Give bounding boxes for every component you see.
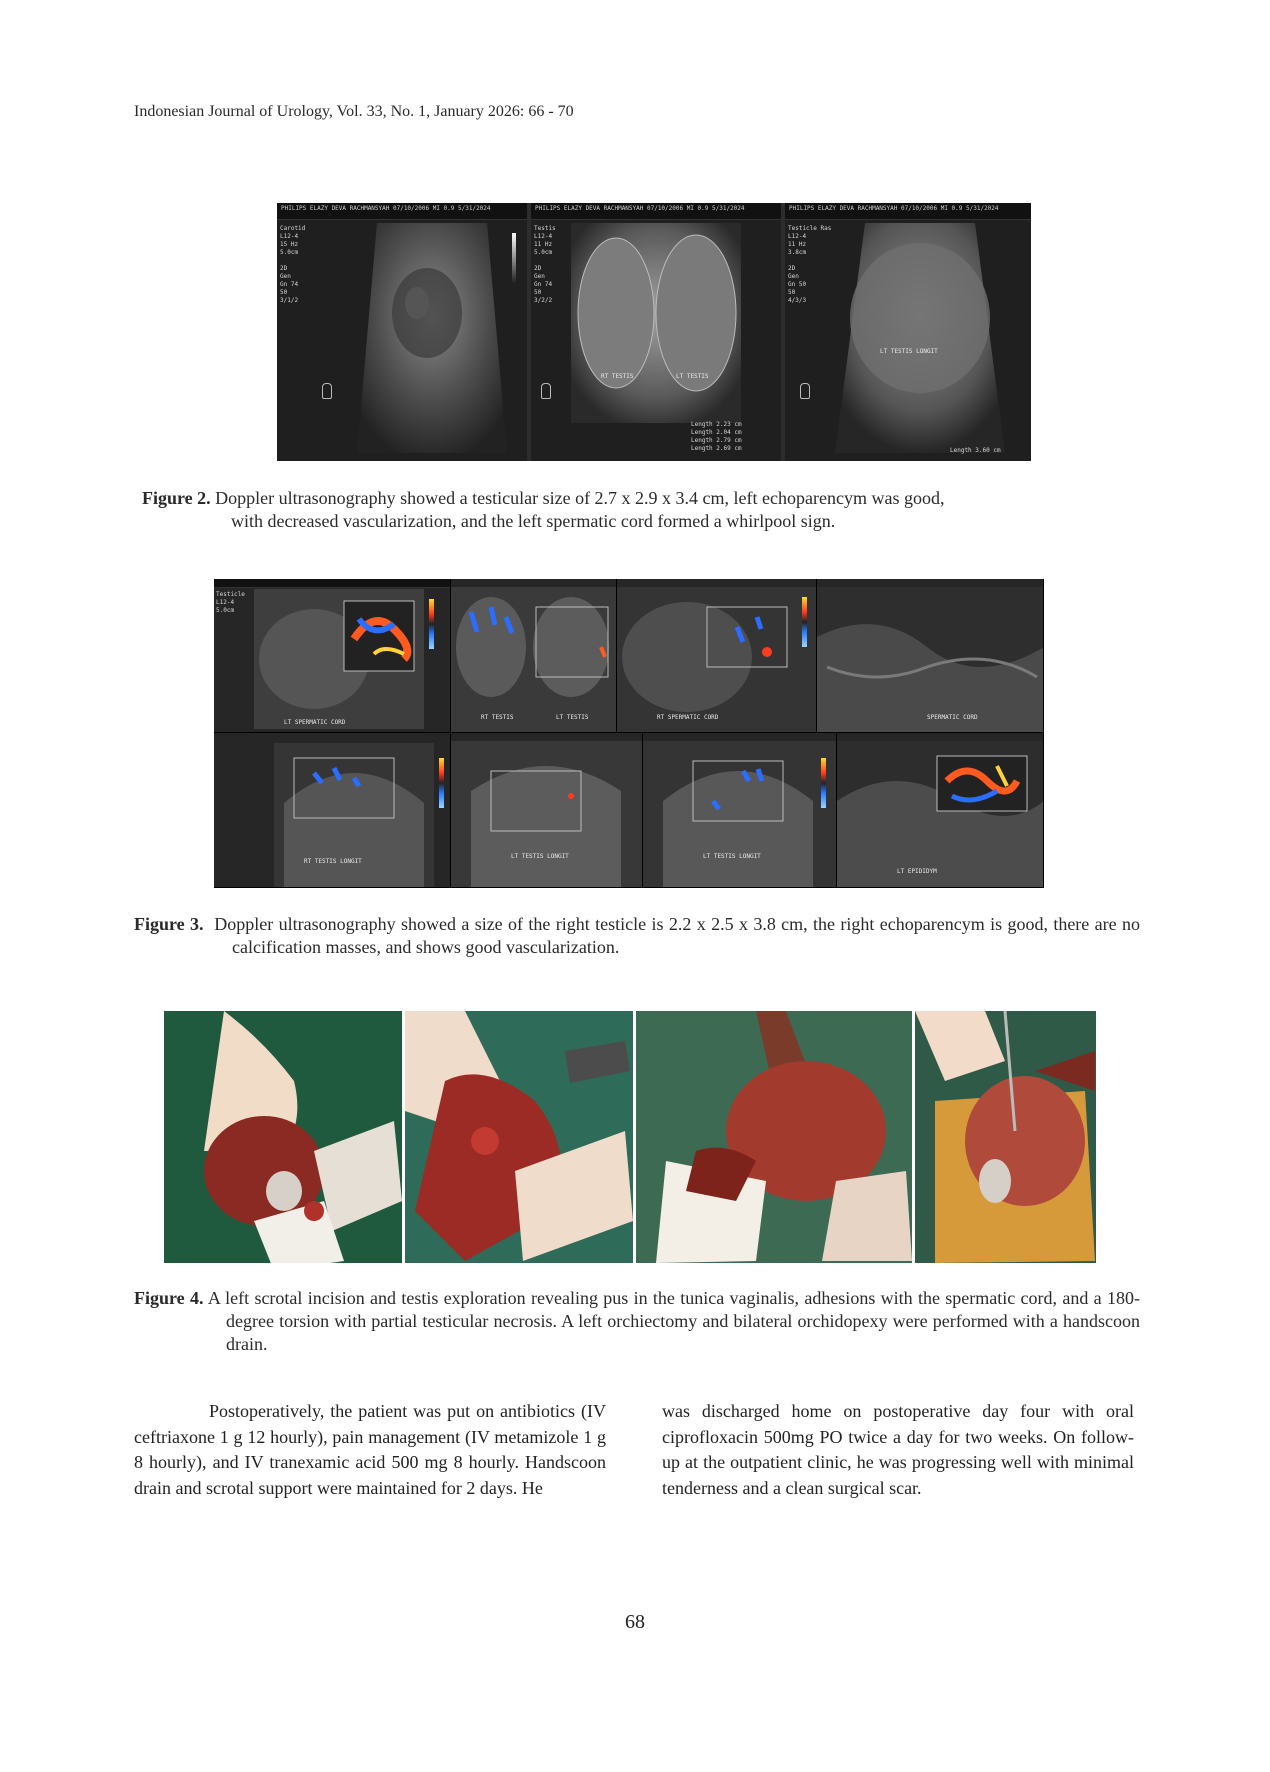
doppler-panel-4: SPERMATIC CORD	[817, 579, 1044, 733]
surgical-photo-1	[164, 1011, 402, 1263]
doppler-panel-1: Testicle L12-4 5.0cm LT SPERMATIC CORD	[214, 579, 451, 733]
ultrasound-panel-1: PHILIPS ELAZY DEVA RACHMANSYAH 07/10/2006 MI 0.9 5/31/2024 Carotid L12-4 15 Hz 5.0cm 2D Gen Gn 74 50 3/1/2	[277, 203, 527, 461]
figure-4-surgical-photos	[164, 1011, 1096, 1263]
doppler-panel-7: LT TESTIS LONGIT	[643, 733, 837, 888]
figure-4-caption: Figure 4. A left scrotal incision and testis exploration revealing pus in the tunica vaginalis, adhesions with the spermatic cord, and a 180-degree torsion with partial testicular necrosis. A left orchiectomy and bilateral orchidopexy were performed with a handscoon drain.	[134, 1288, 1140, 1354]
probe-icon	[322, 383, 332, 399]
ultrasound-sector	[835, 223, 1005, 453]
ultrasound-sector	[571, 223, 741, 453]
ultrasound-panel-2: PHILIPS ELAZY DEVA RACHMANSYAH 07/10/2006 MI 0.9 5/31/2024 Testis L12-4 11 Hz 5.0cm 2D Gen Gn 74 50 3/2/2 RT TESTIS LT TESTIS Length 2.23 cm Length 2.04 cm Length 2.79 cm Length 2.69 cm	[531, 203, 781, 461]
surgical-photo-2	[405, 1011, 633, 1263]
figure-3-caption: Figure 3. Doppler ultrasonography showed a size of the right testicle is 2.2 x 2.5 x 3.8 cm, the right echoparencym is good, there are no calcification masses, and shows good vascularization.	[134, 914, 1140, 957]
ultrasound-panel-3: PHILIPS ELAZY DEVA RACHMANSYAH 07/10/2006 MI 0.9 5/31/2024 Testicle Ras L12-4 11 Hz 3.8cm 2D Gen Gn 50 50 4/3/3 LT TESTIS LONGIT Length 3.60 cm	[785, 203, 1031, 461]
doppler-panel-6: LT TESTIS LONGIT	[451, 733, 643, 888]
probe-icon	[800, 383, 810, 399]
doppler-panel-2: RT TESTIS LT TESTIS	[451, 579, 617, 733]
surgical-photo-3	[636, 1011, 912, 1263]
figure-2-caption: Figure 2. Doppler ultrasonography showed a testicular size of 2.7 x 2.9 x 3.4 cm, left echoparencym was good, with decreased vascularization, and the left spermatic cord formed a whirlpool sign.	[142, 488, 945, 531]
probe-icon	[541, 383, 551, 399]
figure-2-ultrasound-image	[277, 203, 1031, 461]
page-number: 68	[625, 1611, 645, 1633]
body-text-left-column: Postoperatively, the patient was put on antibiotics (IV ceftriaxone 1 g 12 hourly), pain management (IV metamizole 1 g 8 hourly), and IV tranexamic acid 500 mg 8 hourly. Handscoon drain and scrotal support were maintained for 2 days. He	[134, 1401, 606, 1498]
body-text-right-column: was discharged home on postoperative day four with oral ciprofloxacin 500mg PO twice a day for two weeks. On follow-up at the outpatient clinic, he was progressing well with minimal tenderness and a clean surgical scar.	[662, 1401, 1134, 1498]
surgical-photo-4	[915, 1011, 1096, 1263]
figure-3-doppler-image	[214, 579, 1044, 888]
doppler-panel-5: RT TESTIS LONGIT	[214, 733, 451, 888]
ultrasound-sector	[357, 223, 507, 453]
doppler-panel-8: LT EPIDIDYM	[837, 733, 1044, 888]
doppler-panel-3: RT SPERMATIC CORD	[617, 579, 817, 733]
running-header: Indonesian Journal of Urology, Vol. 33, No. 1, January 2026: 66 - 70	[134, 103, 574, 120]
